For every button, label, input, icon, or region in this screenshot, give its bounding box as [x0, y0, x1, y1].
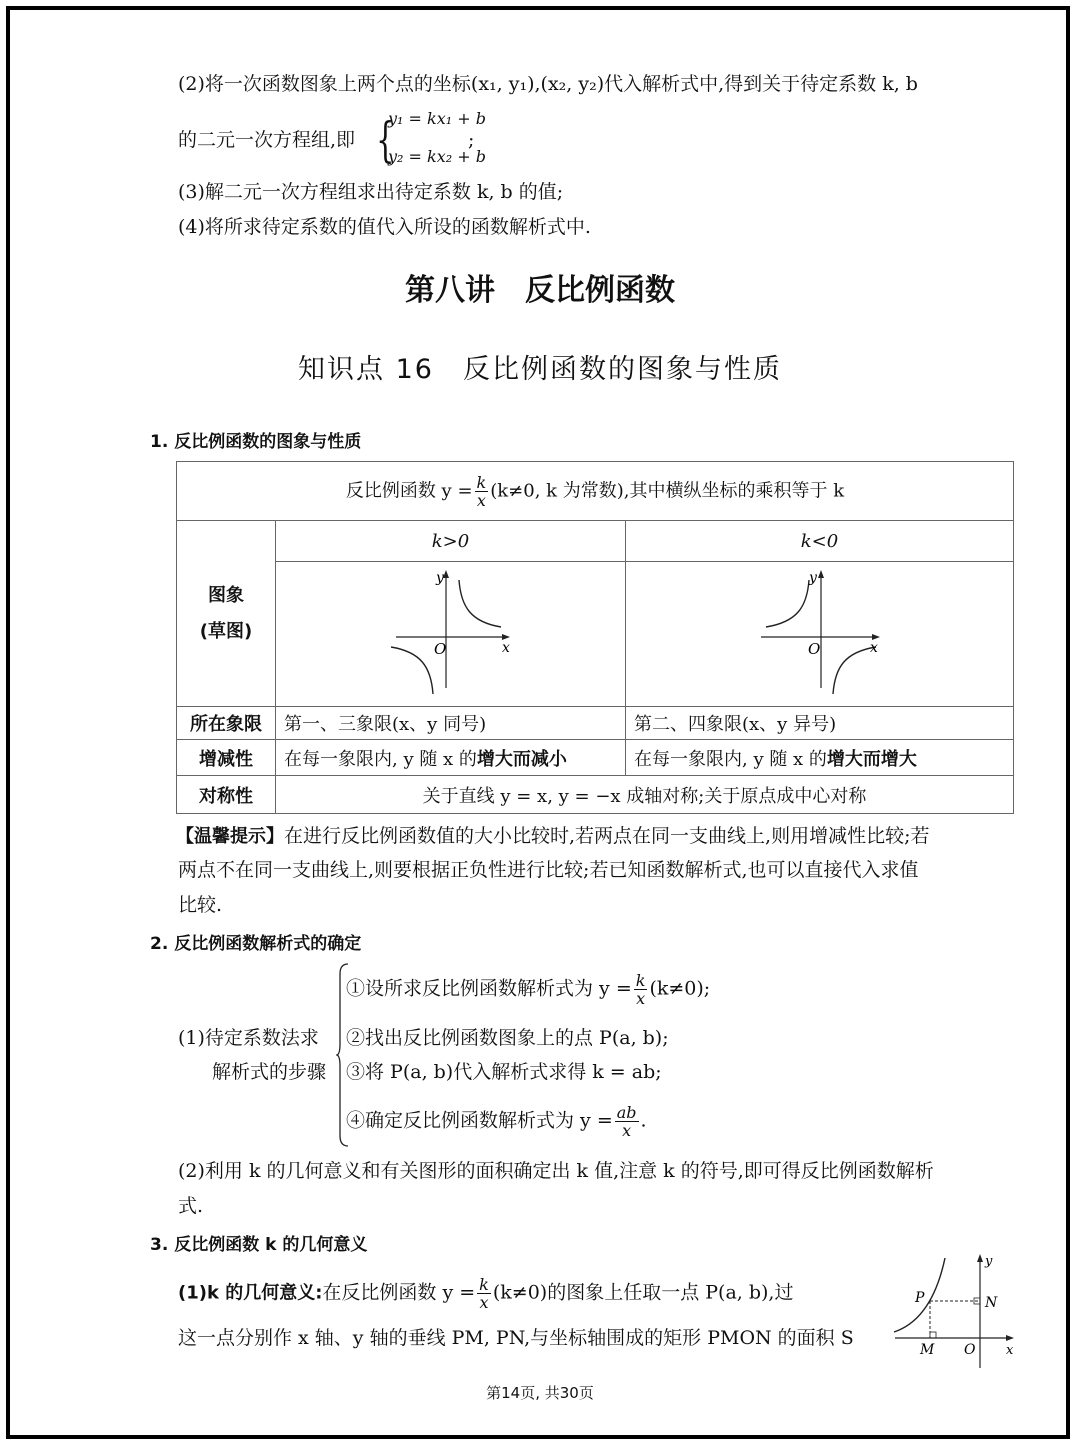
- step-3: ③将 P(a, b)代入解析式求得 k = ab;: [346, 1061, 662, 1083]
- point-N-label: N: [985, 1295, 998, 1311]
- step-4: [346, 1104, 647, 1139]
- mono-pos-pre: 在每一象限内, y 随 x 的: [284, 748, 477, 770]
- step4-fraction: [615, 1104, 639, 1139]
- quadrant-k-positive: 第一、三象限(x、y 同号): [276, 707, 626, 740]
- step-1: [346, 972, 710, 1007]
- col-k-negative: k<0: [626, 521, 1014, 562]
- properties-table: [176, 461, 1014, 814]
- quadrant-row-label: 所在象限: [177, 707, 276, 740]
- step1-pre: ①设所求反比例函数解析式为 y =: [346, 977, 632, 1000]
- header-post: (k≠0, k 为常数),其中横纵坐标的乘积等于 k: [490, 480, 845, 501]
- origin-O-label: O: [964, 1342, 976, 1358]
- tip-text-1: 在进行反比例函数值的大小比较时,若两点在同一支曲线上,则用增减性比较;若: [284, 825, 930, 847]
- symmetry-row-label: 对称性: [177, 776, 276, 814]
- top-line-2-prefix: 的二元一次方程组,即: [178, 129, 356, 151]
- monotonicity-k-negative: [626, 740, 1014, 776]
- graph-k-positive-cell: [276, 562, 626, 707]
- step4-post: .: [640, 1109, 647, 1132]
- origin-label: O: [434, 640, 447, 658]
- equation-1: y₁ = kx₁ + b: [388, 109, 486, 128]
- col-k-positive: k>0: [276, 521, 626, 562]
- tip-line-1: [176, 822, 929, 851]
- page-footer: 第14页, 共30页: [486, 1384, 594, 1402]
- k-geometry-figure: [890, 1250, 1020, 1370]
- equation-brace: {: [376, 112, 395, 168]
- axis-x-label: x: [502, 640, 510, 656]
- point-P-label: P: [915, 1290, 925, 1306]
- axis-y-label: y: [436, 570, 444, 586]
- origin-label: O: [808, 640, 821, 658]
- method-label-2: 解析式的步骤: [212, 1061, 327, 1083]
- mono-pos-bold: 增大而减小: [476, 748, 567, 770]
- k-meaning-label: (1)k 的几何意义:: [178, 1282, 323, 1304]
- chapter-title: 第八讲 反比例函数: [405, 273, 675, 308]
- section-3-heading: 3. 反比例函数 k 的几何意义: [150, 1235, 368, 1255]
- graph-label-line2: (草图): [199, 620, 253, 642]
- header-frac-num: k: [476, 472, 487, 492]
- axis-x-label: x: [870, 640, 878, 656]
- line1-num: k: [479, 1275, 489, 1294]
- section-2-line-b1: (2)利用 k 的几何意义和有关图形的面积确定出 k 值,注意 k 的符号,即可得反比例函数解析: [178, 1160, 934, 1182]
- header-frac-den: x: [476, 490, 486, 510]
- section-2-heading: 2. 反比例函数解析式的确定: [150, 934, 362, 954]
- top-line-3: (3)解二元一次方程组求出待定系数 k, b 的值;: [178, 181, 564, 203]
- graph-row-label: [177, 521, 276, 707]
- table-header-cell: [177, 462, 1014, 521]
- line1-fraction: [477, 1276, 491, 1311]
- fig-axis-y-label: y: [985, 1254, 993, 1269]
- step1-num: k: [635, 971, 646, 990]
- section-3-line-1: [178, 1276, 793, 1311]
- line1-post: (k≠0)的图象上任取一点 P(a, b),过: [492, 1281, 794, 1304]
- symmetry-text: 关于直线 y = x, y = −x 成轴对称;关于原点成中心对称: [276, 776, 1014, 814]
- header-pre: 反比例函数 y =: [345, 480, 473, 501]
- graph-label-line1: 图象: [208, 584, 244, 606]
- mono-neg-pre: 在每一象限内, y 随 x 的: [634, 748, 827, 770]
- hyperbola-k-positive-graph: [276, 562, 625, 701]
- step4-pre: ④确定反比例函数解析式为 y =: [346, 1109, 613, 1132]
- point-M-label: M: [920, 1342, 935, 1358]
- line1-pre: 在反比例函数 y =: [322, 1281, 476, 1304]
- quadrant-k-negative: 第二、四象限(x、y 异号): [626, 707, 1014, 740]
- step1-den: x: [636, 989, 646, 1008]
- tip-line-2: 两点不在同一支曲线上,则要根据正负性进行比较;若已知函数解析式,也可以直接代入求值: [178, 859, 919, 881]
- mono-neg-bold: 增大而增大: [826, 748, 917, 770]
- axis-y-label: y: [809, 570, 817, 586]
- section-1-heading: 1. 反比例函数的图象与性质: [150, 432, 362, 452]
- tip-line-3: 比较.: [178, 894, 223, 916]
- knowledge-title: 知识点 16 反比例函数的图象与性质: [298, 354, 782, 385]
- step4-den: x: [622, 1121, 632, 1140]
- step1-fraction: [634, 972, 648, 1007]
- step4-num: ab: [616, 1103, 637, 1122]
- section-2-line-b2: 式.: [178, 1195, 204, 1217]
- monotonicity-row-label: 增减性: [177, 740, 276, 776]
- header-fraction: [475, 474, 489, 509]
- graph-k-negative-cell: [626, 562, 1014, 707]
- equation-end: ;: [468, 129, 475, 151]
- method-label-1: (1)待定系数法求: [178, 1027, 319, 1049]
- top-line-4: (4)将所求待定系数的值代入所设的函数解析式中.: [178, 216, 591, 238]
- step-2: ②找出反比例函数图象上的点 P(a, b);: [346, 1027, 669, 1049]
- line1-den: x: [479, 1293, 489, 1312]
- tip-label: 【温馨提示】: [176, 826, 284, 847]
- equation-2: y₂ = kx₂ + b: [388, 147, 486, 166]
- top-line-1: (2)将一次函数图象上两个点的坐标(x₁, y₁),(x₂, y₂)代入解析式中,得到关于待定系数 k, b: [178, 73, 918, 95]
- top-line-2: [178, 126, 355, 154]
- fig-axis-x-label: x: [1006, 1343, 1014, 1358]
- hyperbola-k-negative-graph: [626, 562, 1013, 701]
- monotonicity-k-positive: [276, 740, 626, 776]
- step1-post: (k≠0);: [649, 977, 711, 1000]
- section-3-line-2: 这一点分别作 x 轴、y 轴的垂线 PM, PN,与坐标轴围成的矩形 PMON 的面积 S: [178, 1327, 854, 1349]
